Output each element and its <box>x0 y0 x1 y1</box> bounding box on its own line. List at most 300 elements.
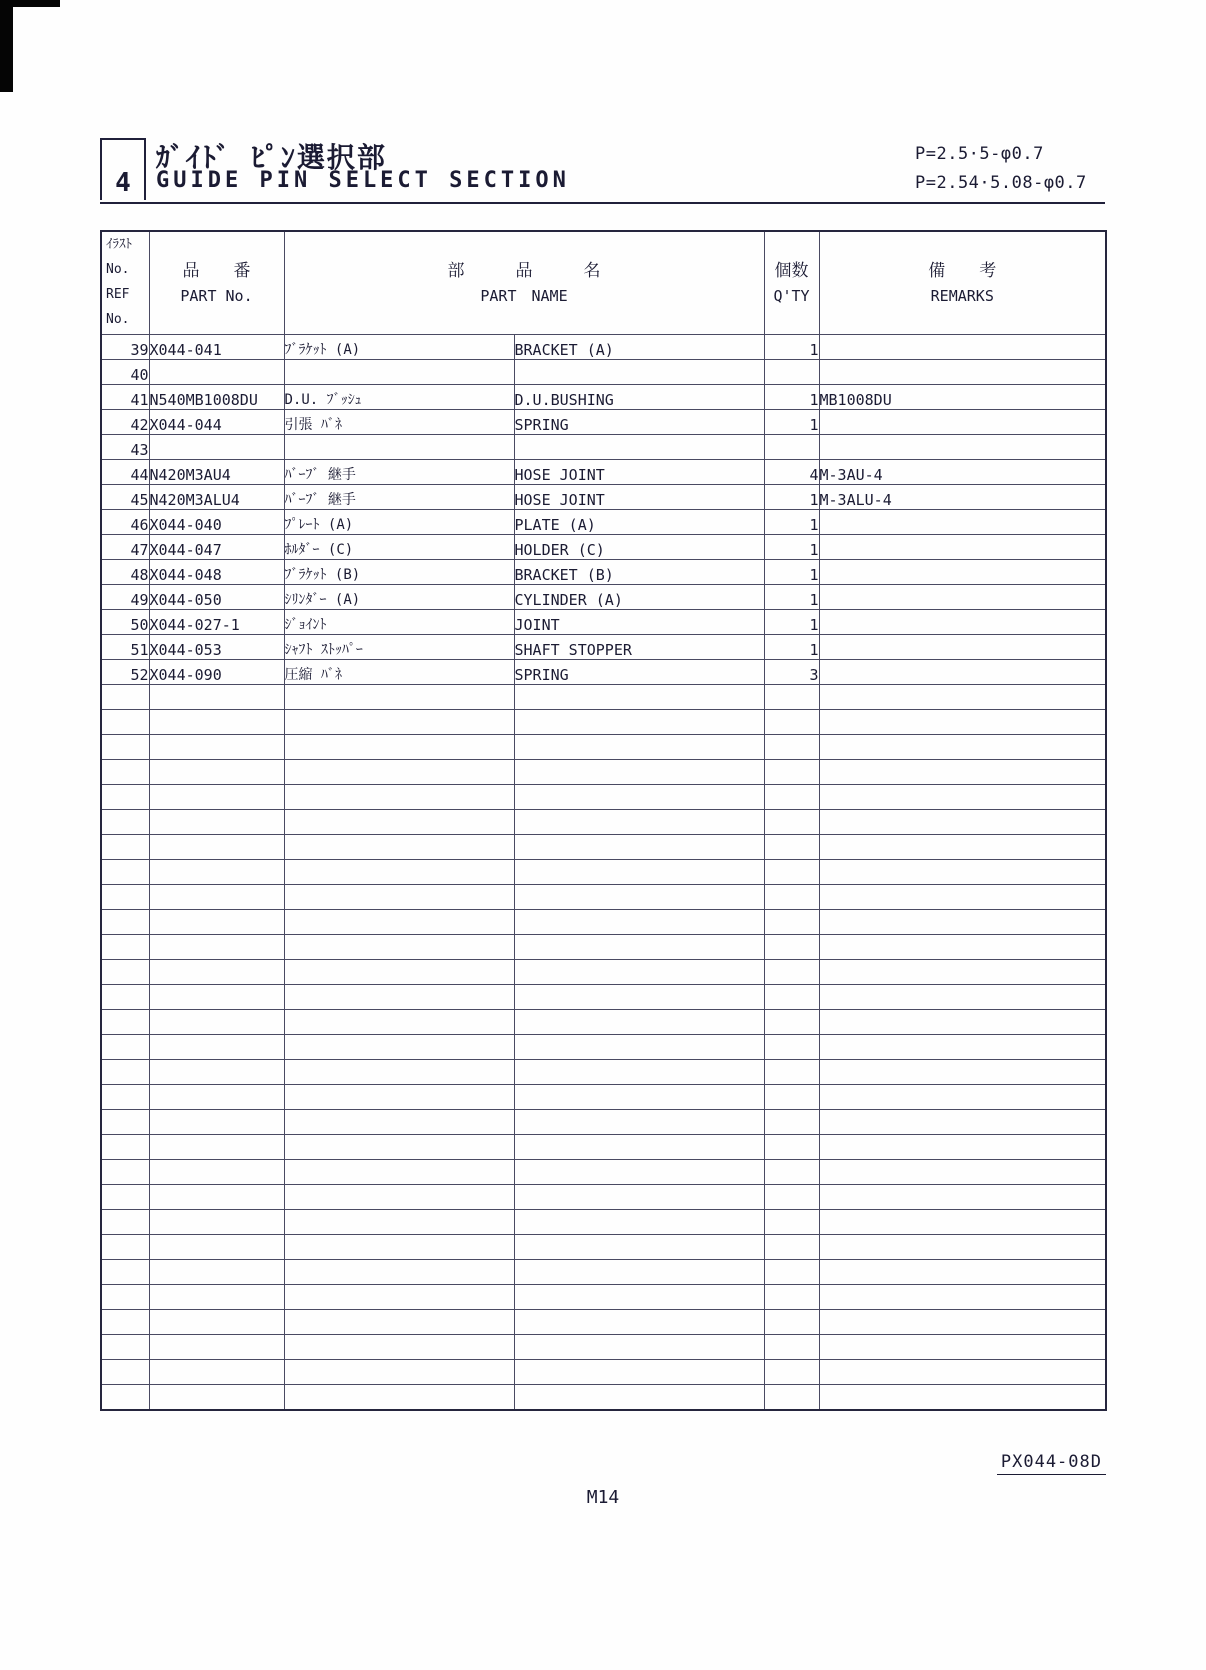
cell-qty <box>764 1010 819 1035</box>
cell-qty: 4 <box>764 460 819 485</box>
cell-part-no <box>149 835 284 860</box>
cell-name-en <box>514 960 764 985</box>
cell-name-jp: 圧縮 ﾊﾞﾈ <box>284 660 514 685</box>
cell-qty <box>764 1335 819 1360</box>
table-row <box>101 585 1106 610</box>
cell-name-jp <box>284 1310 514 1335</box>
cell-qty <box>764 1235 819 1260</box>
cell-name-en <box>514 1210 764 1235</box>
cell-name-jp <box>284 435 514 460</box>
cell-part-no <box>149 785 284 810</box>
cell-ref: 52 <box>101 660 149 685</box>
cell-name-jp <box>284 810 514 835</box>
cell-part-no <box>149 935 284 960</box>
cell-part-no <box>149 1360 284 1385</box>
cell-name-jp <box>284 1385 514 1410</box>
scan-artifact-vertical <box>0 0 13 92</box>
cell-name-en <box>514 1035 764 1060</box>
table-row <box>101 560 1106 585</box>
table-row <box>101 1160 1106 1185</box>
cell-qty <box>764 1160 819 1185</box>
cell-qty <box>764 985 819 1010</box>
table-row <box>101 960 1106 985</box>
cell-part-no <box>149 1035 284 1060</box>
cell-name-jp: ﾊﾞｰﾌﾞ 継手 <box>284 460 514 485</box>
cell-name-en: JOINT <box>514 610 764 635</box>
cell-name-en <box>514 860 764 885</box>
cell-name-en <box>514 835 764 860</box>
cell-remarks <box>819 1035 1106 1060</box>
header-ref-no-label: No. <box>106 262 130 277</box>
cell-ref <box>101 860 149 885</box>
cell-qty <box>764 1260 819 1285</box>
cell-name-en: HOSE JOINT <box>514 460 764 485</box>
cell-qty: 1 <box>764 335 819 360</box>
cell-part-no <box>149 860 284 885</box>
cell-name-en <box>514 985 764 1010</box>
cell-remarks <box>819 760 1106 785</box>
cell-qty <box>764 960 819 985</box>
cell-remarks <box>819 1310 1106 1335</box>
cell-ref <box>101 1310 149 1335</box>
cell-part-no <box>149 1060 284 1085</box>
cell-name-en <box>514 1110 764 1135</box>
table-row <box>101 1260 1106 1285</box>
cell-qty <box>764 1360 819 1385</box>
cell-qty <box>764 435 819 460</box>
cell-remarks <box>819 810 1106 835</box>
cell-remarks <box>819 435 1106 460</box>
header-qty <box>764 231 819 335</box>
cell-qty <box>764 885 819 910</box>
cell-part-no <box>149 1335 284 1360</box>
cell-remarks <box>819 410 1106 435</box>
cell-remarks <box>819 660 1106 685</box>
cell-name-jp <box>284 1235 514 1260</box>
header-remarks-en: REMARKS <box>930 287 994 305</box>
cell-remarks <box>819 1010 1106 1035</box>
cell-ref <box>101 1360 149 1385</box>
cell-name-en: D.U.BUSHING <box>514 385 764 410</box>
cell-part-no <box>149 360 284 385</box>
cell-qty <box>764 710 819 735</box>
cell-remarks <box>819 885 1106 910</box>
table-row <box>101 1235 1106 1260</box>
header-part-no <box>149 231 284 335</box>
cell-ref <box>101 1385 149 1410</box>
table-row <box>101 660 1106 685</box>
cell-name-jp: ｼﾞｮｲﾝﾄ <box>284 610 514 635</box>
cell-ref <box>101 1160 149 1185</box>
table-row <box>101 460 1106 485</box>
header-part-no-en: PART No. <box>180 287 253 305</box>
cell-remarks <box>819 1260 1106 1285</box>
cell-name-en <box>514 1010 764 1035</box>
cell-ref <box>101 710 149 735</box>
cell-remarks <box>819 685 1106 710</box>
cell-ref <box>101 760 149 785</box>
cell-ref: 46 <box>101 510 149 535</box>
table-row <box>101 835 1106 860</box>
table-row <box>101 410 1106 435</box>
table-row <box>101 760 1106 785</box>
cell-remarks <box>819 1285 1106 1310</box>
cell-ref <box>101 735 149 760</box>
table-row <box>101 485 1106 510</box>
cell-name-jp <box>284 785 514 810</box>
cell-name-en <box>514 1360 764 1385</box>
cell-name-en <box>514 785 764 810</box>
cell-ref: 44 <box>101 460 149 485</box>
cell-part-no: X044-027-1 <box>149 610 284 635</box>
cell-name-en <box>514 735 764 760</box>
cell-name-jp: ｼﾘﾝﾀﾞｰ (A) <box>284 585 514 610</box>
cell-name-en <box>514 910 764 935</box>
cell-qty <box>764 1185 819 1210</box>
cell-part-no <box>149 960 284 985</box>
cell-name-en <box>514 760 764 785</box>
cell-name-jp <box>284 360 514 385</box>
cell-remarks <box>819 535 1106 560</box>
cell-part-no: X044-090 <box>149 660 284 685</box>
cell-qty <box>764 910 819 935</box>
cell-ref: 45 <box>101 485 149 510</box>
header-part-name <box>284 231 764 335</box>
cell-ref <box>101 1035 149 1060</box>
header-ref-no <box>101 231 149 335</box>
cell-part-no <box>149 435 284 460</box>
cell-remarks <box>819 985 1106 1010</box>
table-row <box>101 435 1106 460</box>
table-row <box>101 885 1106 910</box>
header-ref-no-label2: No. <box>106 312 130 327</box>
cell-ref <box>101 1110 149 1135</box>
cell-part-no: X044-040 <box>149 510 284 535</box>
cell-name-jp <box>284 735 514 760</box>
cell-qty <box>764 685 819 710</box>
cell-part-no <box>149 1310 284 1335</box>
page-title-jp: ｶﾞｲﾄﾞ ﾋﾟﾝ選択部 <box>156 141 387 174</box>
cell-ref: 42 <box>101 410 149 435</box>
cell-qty <box>764 1035 819 1060</box>
table-row <box>101 1185 1106 1210</box>
cell-part-no <box>149 1260 284 1285</box>
cell-name-en <box>514 1235 764 1260</box>
cell-ref: 40 <box>101 360 149 385</box>
cell-remarks <box>819 335 1106 360</box>
cell-remarks <box>819 1235 1106 1260</box>
table-row <box>101 1385 1106 1410</box>
cell-qty: 1 <box>764 410 819 435</box>
document-number: PX044-08D <box>997 1452 1106 1475</box>
cell-name-en: SPRING <box>514 660 764 685</box>
cell-remarks <box>819 935 1106 960</box>
cell-remarks <box>819 1210 1106 1235</box>
table-row <box>101 510 1106 535</box>
cell-name-en <box>514 435 764 460</box>
cell-qty <box>764 1060 819 1085</box>
cell-ref <box>101 1135 149 1160</box>
cell-name-jp <box>284 1110 514 1135</box>
table-row <box>101 335 1106 360</box>
header-remarks-jp: 備 考 <box>928 261 997 281</box>
cell-remarks <box>819 1060 1106 1085</box>
cell-name-jp: ﾌﾞﾗｹｯﾄ (A) <box>284 335 514 360</box>
table-row <box>101 1135 1106 1160</box>
cell-ref <box>101 1260 149 1285</box>
cell-name-en <box>514 710 764 735</box>
cell-name-jp <box>284 1060 514 1085</box>
cell-name-jp <box>284 1360 514 1385</box>
cell-name-jp: ﾊﾞｰﾌﾞ 継手 <box>284 485 514 510</box>
cell-remarks <box>819 560 1106 585</box>
cell-qty <box>764 1135 819 1160</box>
cell-ref <box>101 810 149 835</box>
cell-name-jp: D.U. ﾌﾞｯｼｭ <box>284 385 514 410</box>
cell-part-no <box>149 685 284 710</box>
cell-name-jp <box>284 1185 514 1210</box>
header-part-no-jp: 品 番 <box>182 261 251 281</box>
cell-ref <box>101 785 149 810</box>
cell-qty <box>764 810 819 835</box>
cell-ref <box>101 1335 149 1360</box>
cell-name-en: SPRING <box>514 410 764 435</box>
cell-name-en <box>514 360 764 385</box>
cell-name-jp <box>284 885 514 910</box>
table-row <box>101 360 1106 385</box>
cell-qty <box>764 760 819 785</box>
cell-name-jp <box>284 1010 514 1035</box>
table-row <box>101 710 1106 735</box>
table-row <box>101 985 1106 1010</box>
cell-ref: 39 <box>101 335 149 360</box>
cell-ref <box>101 1210 149 1235</box>
header-remarks <box>819 231 1106 335</box>
cell-name-jp <box>284 1335 514 1360</box>
cell-part-no <box>149 1135 284 1160</box>
header-ref-jp: ｲﾗｽﾄ <box>106 237 132 252</box>
parts-table-body <box>101 335 1106 1410</box>
cell-name-en <box>514 1310 764 1335</box>
cell-qty <box>764 860 819 885</box>
cell-remarks <box>819 635 1106 660</box>
cell-name-jp <box>284 835 514 860</box>
cell-part-no <box>149 735 284 760</box>
cell-name-en <box>514 1135 764 1160</box>
table-row <box>101 685 1106 710</box>
cell-part-no: X044-044 <box>149 410 284 435</box>
cell-qty: 1 <box>764 510 819 535</box>
cell-name-jp <box>284 1085 514 1110</box>
table-row <box>101 635 1106 660</box>
cell-part-no: N420M3AU4 <box>149 460 284 485</box>
section-number: 4 <box>115 168 131 198</box>
cell-name-jp <box>284 1285 514 1310</box>
cell-part-no <box>149 1285 284 1310</box>
cell-name-jp <box>284 760 514 785</box>
table-row <box>101 610 1106 635</box>
table-row <box>101 1360 1106 1385</box>
cell-name-jp <box>284 1135 514 1160</box>
cell-qty <box>764 735 819 760</box>
cell-name-en <box>514 935 764 960</box>
cell-name-en: HOLDER (C) <box>514 535 764 560</box>
cell-remarks <box>819 510 1106 535</box>
cell-name-en: SHAFT STOPPER <box>514 635 764 660</box>
parts-table <box>100 230 1107 1411</box>
cell-name-jp <box>284 685 514 710</box>
pitch-spec-1: P=2.5·5-φ0.7 <box>915 144 1044 164</box>
cell-remarks <box>819 1135 1106 1160</box>
cell-part-no: X044-047 <box>149 535 284 560</box>
cell-remarks: M-3ALU-4 <box>819 485 1106 510</box>
cell-name-jp <box>284 1160 514 1185</box>
cell-name-en <box>514 885 764 910</box>
cell-qty: 1 <box>764 635 819 660</box>
table-row <box>101 910 1106 935</box>
table-row <box>101 810 1106 835</box>
cell-part-no <box>149 985 284 1010</box>
cell-ref: 50 <box>101 610 149 635</box>
cell-part-no <box>149 1235 284 1260</box>
cell-part-no <box>149 1085 284 1110</box>
table-row <box>101 1310 1106 1335</box>
cell-name-jp <box>284 935 514 960</box>
cell-qty <box>764 1110 819 1135</box>
header-part-name-jp: 部 品 名 <box>447 261 601 281</box>
cell-remarks <box>819 1110 1106 1135</box>
cell-qty <box>764 1285 819 1310</box>
cell-qty <box>764 1085 819 1110</box>
cell-name-en: CYLINDER (A) <box>514 585 764 610</box>
cell-part-no: X044-041 <box>149 335 284 360</box>
cell-ref <box>101 1285 149 1310</box>
cell-ref: 47 <box>101 535 149 560</box>
header-ref-en: REF <box>106 287 130 302</box>
cell-name-en <box>514 685 764 710</box>
cell-name-en <box>514 1185 764 1210</box>
cell-ref <box>101 1185 149 1210</box>
cell-name-en: BRACKET (B) <box>514 560 764 585</box>
cell-part-no <box>149 1110 284 1135</box>
cell-qty <box>764 785 819 810</box>
cell-part-no <box>149 910 284 935</box>
cell-ref <box>101 1010 149 1035</box>
cell-name-jp <box>284 860 514 885</box>
cell-qty: 1 <box>764 385 819 410</box>
section-number-box <box>100 138 146 200</box>
cell-part-no <box>149 885 284 910</box>
cell-name-en: BRACKET (A) <box>514 335 764 360</box>
table-row <box>101 535 1106 560</box>
scan-artifact-horizontal <box>0 0 60 7</box>
cell-remarks <box>819 710 1106 735</box>
cell-ref <box>101 1085 149 1110</box>
cell-remarks <box>819 1085 1106 1110</box>
cell-ref: 48 <box>101 560 149 585</box>
cell-qty: 1 <box>764 560 819 585</box>
cell-name-en: HOSE JOINT <box>514 485 764 510</box>
cell-name-jp: ﾌﾟﾚｰﾄ (A) <box>284 510 514 535</box>
table-row <box>101 1335 1106 1360</box>
cell-ref <box>101 910 149 935</box>
cell-remarks <box>819 960 1106 985</box>
cell-remarks <box>819 1185 1106 1210</box>
cell-qty: 3 <box>764 660 819 685</box>
table-row <box>101 1010 1106 1035</box>
cell-part-no <box>149 1385 284 1410</box>
cell-name-en <box>514 1085 764 1110</box>
cell-ref <box>101 935 149 960</box>
cell-ref: 43 <box>101 435 149 460</box>
header-qty-jp: 個数 <box>774 261 809 281</box>
cell-qty: 1 <box>764 610 819 635</box>
cell-name-jp <box>284 1210 514 1235</box>
cell-remarks <box>819 1385 1106 1410</box>
header-part-name-en: PART NAME <box>480 287 568 305</box>
table-row <box>101 1110 1106 1135</box>
cell-name-en <box>514 1285 764 1310</box>
cell-name-jp <box>284 710 514 735</box>
header-row <box>101 231 1106 335</box>
cell-name-jp: 引張 ﾊﾞﾈ <box>284 410 514 435</box>
cell-remarks: M-3AU-4 <box>819 460 1106 485</box>
cell-ref <box>101 960 149 985</box>
page-header <box>100 138 1105 204</box>
table-row <box>101 860 1106 885</box>
table-row <box>101 1035 1106 1060</box>
pitch-specs <box>915 140 1087 198</box>
page-title-en: GUIDE PIN SELECT SECTION <box>156 168 570 193</box>
cell-name-en <box>514 1335 764 1360</box>
cell-name-jp: ﾎﾙﾀﾞｰ (C) <box>284 535 514 560</box>
cell-part-no: X044-053 <box>149 635 284 660</box>
cell-ref <box>101 1235 149 1260</box>
cell-part-no: N540MB1008DU <box>149 385 284 410</box>
cell-remarks <box>819 1160 1106 1185</box>
cell-name-en <box>514 1385 764 1410</box>
cell-ref: 49 <box>101 585 149 610</box>
cell-part-no <box>149 1185 284 1210</box>
cell-part-no <box>149 1210 284 1235</box>
cell-remarks <box>819 860 1106 885</box>
cell-qty <box>764 360 819 385</box>
cell-remarks <box>819 1360 1106 1385</box>
cell-name-jp <box>284 1260 514 1285</box>
cell-qty <box>764 1210 819 1235</box>
cell-remarks <box>819 835 1106 860</box>
cell-qty: 1 <box>764 485 819 510</box>
cell-name-jp <box>284 985 514 1010</box>
table-row <box>101 1085 1106 1110</box>
cell-remarks: MB1008DU <box>819 385 1106 410</box>
cell-remarks <box>819 735 1106 760</box>
cell-name-en <box>514 1160 764 1185</box>
cell-ref: 51 <box>101 635 149 660</box>
cell-qty: 1 <box>764 535 819 560</box>
cell-remarks <box>819 910 1106 935</box>
cell-ref <box>101 1060 149 1085</box>
cell-name-jp <box>284 910 514 935</box>
cell-name-en <box>514 1260 764 1285</box>
cell-qty: 1 <box>764 585 819 610</box>
parts-table-header <box>101 231 1106 335</box>
table-row <box>101 1060 1106 1085</box>
table-row <box>101 1210 1106 1235</box>
cell-remarks <box>819 585 1106 610</box>
cell-remarks <box>819 1335 1106 1360</box>
cell-ref <box>101 835 149 860</box>
